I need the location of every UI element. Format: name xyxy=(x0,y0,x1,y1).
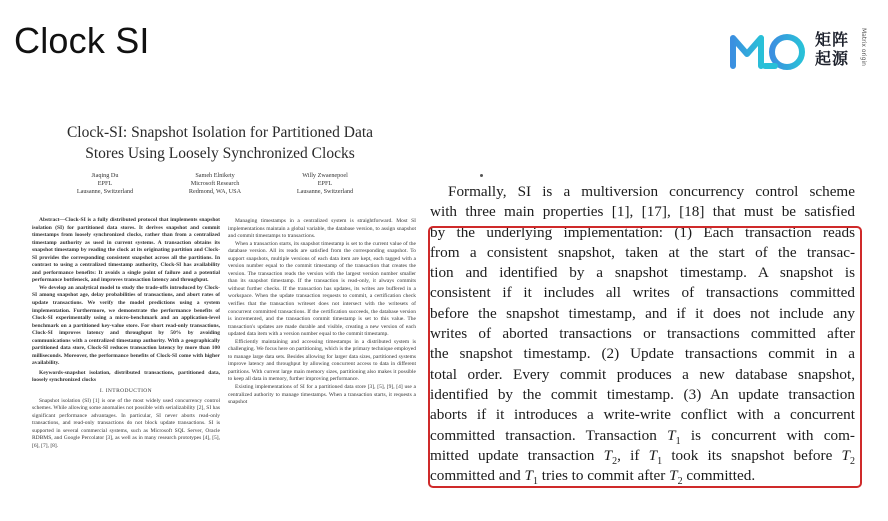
excerpt-line: from a consistent snapshot, taken at the start of the transac- xyxy=(430,243,855,261)
logo-chinese-name xyxy=(815,30,849,68)
text-run: mitted update transaction xyxy=(430,446,604,464)
text-run: , if xyxy=(617,446,649,464)
logo-mark-icon xyxy=(729,30,809,72)
author-location: Redmond, WA, USA xyxy=(188,188,242,196)
logo-cn-line1: 矩阵 xyxy=(815,30,850,49)
text-run: is concurrent with com- xyxy=(680,426,855,444)
author-org: EPFL xyxy=(97,180,113,188)
highlight-box xyxy=(428,226,862,488)
author-org: EPFL xyxy=(317,180,333,188)
excerpt-line: the snapshot timestamp. (2) Update transactions commit in a xyxy=(430,345,855,363)
math-var: T xyxy=(667,426,676,444)
author-3 xyxy=(255,172,395,197)
math-var: T xyxy=(524,467,533,485)
text-run: tries to commit after xyxy=(537,467,670,485)
excerpt-line: total order. Every commit produces a new database snapshot, xyxy=(430,365,855,383)
right-paragraph-4: Existing implementations of SI for a partitioned data store [3], [5], [9], [4] use a centralized authority to manage timestamps. When a transaction starts, it requests a snapshot xyxy=(228,384,416,406)
author-location: Lausanne, Switzerland xyxy=(296,188,354,196)
math-sub: 1 xyxy=(675,435,681,447)
excerpt-line: before the snapshot timestamp, and if it does not include any xyxy=(430,304,855,322)
excerpt-line: identified by the commit timestamp. (3) An update transaction xyxy=(430,385,855,403)
math-sub: 2 xyxy=(850,455,855,467)
stray-mark xyxy=(480,174,483,177)
math-sub: 1 xyxy=(532,476,538,488)
text-run: committed. xyxy=(682,467,756,485)
excerpt-line: aborts if it introduces a write-write conflict with a concurrent xyxy=(430,406,855,424)
excerpt-line: writes of aborted transactions or transactions committed after xyxy=(430,325,855,343)
logo-cn-line2: 起源 xyxy=(815,49,850,68)
logo-side-text: Matrix origin xyxy=(860,28,867,66)
excerpt-line: with three main properties [1], [17], [18] that must be satisfied xyxy=(430,203,855,221)
excerpt-line: Formally, SI is a multiversion concurrency control scheme xyxy=(448,183,855,200)
text-run: committed transaction. Transaction xyxy=(430,426,668,444)
right-paragraph-3: Efficiently maintaining and accessing timestamps in a distributed system is challenging. We focus here on partitioning, which is the primary technique employed to manage large data sets. Besides allowing for larger data sizes, partitioned systems improve latency and throughput by allowing concurrent access to data in different partitions. With current large main memory sizes, partitioning also makes it possible to keep all data in memory, further improving performance. xyxy=(228,338,416,383)
author-block xyxy=(0,172,440,212)
brand-logo xyxy=(729,26,879,78)
paper-title-line2: Stores Using Loosely Synchronized Clocks xyxy=(85,145,355,162)
paper-left-column xyxy=(32,217,220,450)
math-var: T xyxy=(603,446,613,464)
author-location: Lausanne, Switzerland xyxy=(76,188,134,196)
excerpt-line: tion and identified by a snapshot timestamp. A snapshot is xyxy=(430,264,855,282)
abstract-paragraph-1: Abstract—Clock-SI is a fully distributed protocol that implements snapshot isolation (SI) for partitioned data stores. It derives snapshot and commit timestamps from loosely synchronized clocks, rather than from a centralized timestamp authority as used in current systems. A transaction obtains its snapshot timestamp by reading the clock at its originating partition and Clock-SI provides the corresponding consistent snapshot across all the partitions. In contrast to using a centralized timestamp authority, Clock-SI has availability and performance benefits: It avoids a single point of failure and a potential performance bottleneck, and improves transaction latency and throughput. xyxy=(32,217,220,284)
math-sub: 1 xyxy=(657,455,663,467)
author-name: Jiaqing Du xyxy=(91,172,119,179)
author-name: Willy Zwaenepoel xyxy=(302,172,348,179)
excerpt-line: consistent if it includes all writes of transactions committed xyxy=(430,284,855,302)
author-org: Microsoft Research xyxy=(190,180,240,188)
intro-paragraph: Snapshot isolation (SI) [1] is one of the most widely used concurrency control schemes. While allowing some anomalies not possible with serializability [2], SI has significant performance advantages. In particular, SI never aborts read-only transactions, and read-only transactions do not block update transactions. SI is supported in several commercial systems, such as Microsoft SQL Server, Oracle RDBMS, and Google Percolator [3], as well as in many research prototypes [4], [5], [6], [7], [8]. xyxy=(32,397,220,449)
excerpt-line: by the underlying implementation: (1) Each transaction reads xyxy=(430,223,855,241)
paper-title xyxy=(20,122,420,164)
math-var: T xyxy=(648,446,658,464)
slide-title: Clock SI xyxy=(14,20,150,61)
text-run: committed and xyxy=(430,467,525,485)
abstract-paragraph-2: We develop an analytical model to study the trade-offs introduced by Clock-SI among snapshot age, delay probabilities of transactions, and abort rates of update transactions. We verify the model predictions using a system implementation. Furthermore, we demonstrate the performance benefits of Clock-SI experimentally using a micro-benchmark and an application-level benchmark on a partitioned key-value store. For short read-only transactions, Clock-SI improves latency and throughput by 50% by avoiding communications with a centralized timestamp authority. With a geographically partitioned data store, Clock-SI reduces transaction latency by more than 100 milliseconds. Moreover, the performance benefits of Clock-SI come with higher availability. xyxy=(32,284,220,367)
math-sub: 2 xyxy=(612,455,618,467)
math-sub: 2 xyxy=(677,476,683,488)
keywords: Keywords-snapshot isolation, distributed transactions, partitioned data, loosely synchronized clocks xyxy=(32,369,220,384)
right-paragraph-1: Managing timestamps in a centralized system is straightforward. Most SI implementations maintain a global variable, the database version, to assign snapshot and commit timestamps to transactions. xyxy=(228,218,416,240)
author-name: Sameh Elnikety xyxy=(195,172,235,179)
math-var: T xyxy=(669,467,678,485)
intro-heading: I. INTRODUCTION xyxy=(99,388,153,395)
paper-title-line1: Clock-SI: Snapshot Isolation for Partitioned Data xyxy=(66,124,374,141)
text-run: took its snapshot before xyxy=(662,446,842,464)
paper-right-column xyxy=(228,218,416,407)
math-var: T xyxy=(841,446,850,464)
right-paragraph-2: When a transaction starts, its snapshot timestamp is set to the current value of the database version. All its reads are satisfied from the corresponding snapshot. To support snapshots, multiple versions of each data item are kept, each tagged with a version number equal to the commit timestamp of the transaction that creates the version. The transaction reads the version with the largest version number smaller than its snapshot timestamp. If the transaction is read-only, it always commits without further checks. If the transaction has updates, its writes are buffered in a workspace. When the update transaction requests to commit, a certification check verifies that the transaction writeset does not intersect with the writesets of concurrent committed transactions. If the certification succeeds, the database version is incremented, and the transaction commit timestamp is set to this value. The transaction's updates are made durable and visible, creating a new version of each updated data item with a version number equal to the commit timestamp. xyxy=(228,240,416,338)
paper-page xyxy=(0,92,440,521)
